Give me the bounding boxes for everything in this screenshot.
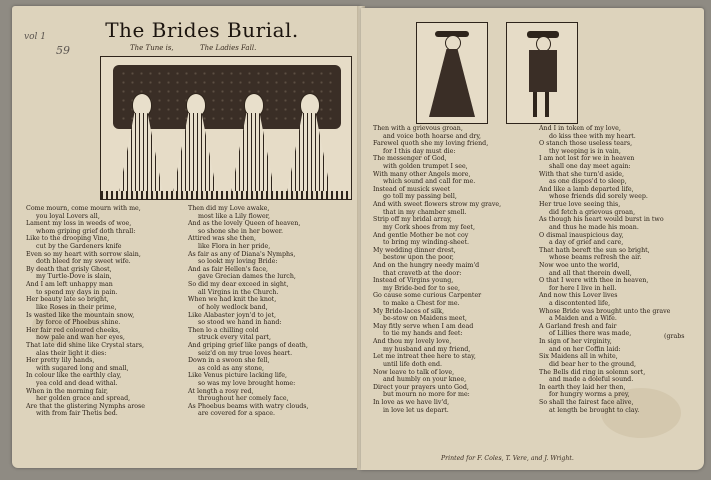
verse-line: When in the morning fair, xyxy=(26,387,109,395)
verse-line: my Cork shoes from my feet, xyxy=(383,223,475,231)
right-column-2 xyxy=(539,125,670,414)
verse-line: of Lillies there was made, xyxy=(549,330,632,338)
verse-line: and made a doleful sound. xyxy=(549,376,634,384)
verse-line: whom griping grief doth thrall: xyxy=(36,227,136,235)
verse-line: a day of grief and care, xyxy=(549,239,624,247)
verse-line: shall one day meet again: xyxy=(549,163,631,171)
verse-line: That hath bereft the sun so bright, xyxy=(539,246,650,254)
verse-line: Instead of musick sweet xyxy=(373,185,451,193)
verse-line: a Maiden and a Wife. xyxy=(549,315,617,323)
verse-line: cut by the Gardeners knife xyxy=(36,243,122,251)
verse-line: Now woe unto the world, xyxy=(539,261,620,269)
verse-line: my Bride-bed for to see, xyxy=(383,284,460,292)
verse-line: at length be brought to clay. xyxy=(549,406,640,414)
verse-line: with golden trumpet I see, xyxy=(383,163,468,171)
verse-line: as one dispos'd to sleep, xyxy=(549,178,627,186)
left-column-2 xyxy=(188,205,309,418)
verse-line: by force of Phoebus shine. xyxy=(36,319,121,327)
left-column-1 xyxy=(26,205,145,418)
verse-line: all Virgins in the Church. xyxy=(198,288,279,296)
verse-line: but mourn no more for me: xyxy=(383,391,470,399)
verse-line: Go cause some curious Carpenter xyxy=(373,292,482,300)
verse-line: whose friends did sorely weep. xyxy=(549,193,648,201)
verse-line: throughout her comely face, xyxy=(198,395,289,403)
verse-line: to bring my winding-sheet. xyxy=(383,239,469,247)
margin-note: (grabs xyxy=(664,333,685,340)
verse-line: Come mourn, come mourn with me, xyxy=(26,205,141,212)
verse-line: Then with a grievous groan, xyxy=(373,125,463,132)
verse-line: May fitly serve when I am dead xyxy=(373,322,474,330)
verse-line: Like Alabaster joyn'd to jet, xyxy=(188,311,276,319)
verse-line: And gentle Mother be not coy xyxy=(373,231,469,239)
verse-line: a discontented life, xyxy=(549,300,611,308)
verse-line: O that I were with thee in heaven, xyxy=(539,277,649,285)
right-column-1 xyxy=(373,125,501,414)
verse-line: her golden grace and spread, xyxy=(36,395,131,403)
verse-line: Her pretty lily hands, xyxy=(26,357,95,365)
verse-line: gave Grecian dames the lurch, xyxy=(198,273,296,281)
verse-line: so lookt my loving Bride: xyxy=(198,258,278,266)
verse-line: to tie my hands and feet: xyxy=(383,330,463,338)
verse-line: which sound and call for me. xyxy=(383,178,476,186)
verse-line: Are that the glistering Nymphs arose xyxy=(26,402,146,410)
verse-line: with from fair Thetis bed. xyxy=(36,410,118,418)
verse-line: That late did shine like Crystal stars, xyxy=(26,341,144,349)
verse-line: go toll my passing bell, xyxy=(383,193,457,201)
verse-line: My Bride-laces of silk, xyxy=(373,307,444,315)
verse-line: So shall the fairest face alive, xyxy=(539,398,634,406)
verse-line: As Phoebus beams with watry clouds, xyxy=(188,402,309,410)
verse-line: Lament my loss in weeds of woe, xyxy=(26,220,132,228)
verse-line: seiz'd on my true loves heart. xyxy=(198,349,293,357)
verse-line: The Bells did ring in solemn sort, xyxy=(539,368,646,376)
maiden-figure xyxy=(231,93,275,193)
verse-line: so was my love brought home: xyxy=(198,380,296,388)
verse-line: I am not lost for we in heaven xyxy=(539,155,635,163)
manuscript-note-number: 59 xyxy=(56,44,70,57)
verse-line: Attired was she then, xyxy=(188,235,257,243)
left-page xyxy=(12,6,361,468)
verse-line: Let me intreat thee here to stay, xyxy=(373,353,476,361)
verse-line: Down in a swoon she fell, xyxy=(188,357,270,365)
maiden-figure xyxy=(119,93,163,193)
printer-imprint: Printed for F. Coles, T. Vere, and J. Wright. xyxy=(441,455,574,462)
verse-line: bestow upon the poor, xyxy=(383,254,454,262)
verse-line: And now this Lover lives xyxy=(539,292,618,300)
verse-line: did bear her to the ground, xyxy=(549,360,637,368)
verse-line: did fetch a grievous groan, xyxy=(549,208,636,216)
maiden-figure xyxy=(287,93,331,193)
verse-line: yea cold and dead withal. xyxy=(36,380,118,388)
verse-line: In earth they laid her then, xyxy=(539,383,626,391)
verse-line: With many other Angels more, xyxy=(373,170,471,178)
verse-line: Direct your prayers unto God, xyxy=(373,383,469,391)
verse-line: And griping grief like pangs of death, xyxy=(188,341,308,349)
tune-label: The Tune is, xyxy=(130,44,174,52)
verse-line: struck every vital part, xyxy=(198,334,271,342)
verse-line: that in my chamber smell. xyxy=(383,208,467,216)
verse-line: Like to the drooping Vine, xyxy=(26,235,110,243)
manuscript-note-volume: vol 1 xyxy=(24,32,46,42)
maiden-figure xyxy=(173,93,217,193)
verse-line: Even so my heart with sorrow slain, xyxy=(26,250,141,258)
verse-line: and voice both hoarse and dry, xyxy=(383,132,482,140)
verse-line: thy weeping is in vain, xyxy=(549,147,621,155)
verse-line: of holy wedlock band, xyxy=(198,303,268,311)
verse-line: Is wasted like the mountain snow, xyxy=(26,311,135,319)
verse-line: do kiss thee with my heart. xyxy=(549,132,636,140)
right-page xyxy=(361,8,704,470)
verse-line: and all that therein dwell, xyxy=(549,269,632,277)
verse-line: Instead of Virgins young, xyxy=(373,277,454,285)
verse-line: until life doth end. xyxy=(383,360,442,368)
verse-line: now pale and wan her eyes, xyxy=(36,334,125,342)
verse-line: Now leave to talk of love, xyxy=(373,368,455,376)
verse-line: The messenger of God, xyxy=(373,155,447,163)
verse-line: As fair as any of Diana's Nymphs, xyxy=(188,250,296,258)
verse-line: and thus he made his moan. xyxy=(549,223,639,231)
verse-line: for hungry worms a prey, xyxy=(549,391,630,399)
verse-line: And I am left unhappy man xyxy=(26,281,113,289)
verse-line: In colour like the earthly clay, xyxy=(26,372,122,380)
verse-line: And like a lamb departed life, xyxy=(539,185,634,193)
verse-line: At length a rosy red, xyxy=(188,387,254,395)
verse-line: like Roses in their prime, xyxy=(36,303,117,311)
verse-line: Like Venus picture lacking life, xyxy=(188,372,287,380)
verse-line: as cold as any stone, xyxy=(198,364,265,372)
verse-line: with sugared long and small, xyxy=(36,364,129,372)
verse-line: alas their light it dies: xyxy=(36,349,107,357)
verse-line: When we had knit the knot, xyxy=(188,296,277,304)
verse-line: Her beauty late so bright, xyxy=(26,296,109,304)
verse-line: Then did my Love awake, xyxy=(188,205,270,212)
verse-line: And thou my lovely love, xyxy=(373,338,452,346)
ballad-title: The Brides Burial. xyxy=(105,18,299,42)
verse-line: my husband and my friend, xyxy=(383,345,471,353)
verse-line: Whose Bride was brought unto the grave xyxy=(539,307,671,315)
verse-line: And on the hungry needy maim'd xyxy=(373,261,480,269)
verse-line: whose beams refresh the air. xyxy=(549,254,642,262)
verse-line: Farewel quoth she my loving friend, xyxy=(373,140,489,148)
verse-line: And as the lovely Queen of heaven, xyxy=(188,220,301,228)
verse-line: that cravetb at the door: xyxy=(383,269,462,277)
verse-line: And with sweet flowers strow my grave, xyxy=(373,201,502,209)
verse-line: Her true love seeing this, xyxy=(539,201,621,209)
woman-woodcut xyxy=(416,22,488,124)
tune-name: The Ladies Fall. xyxy=(200,44,257,52)
man-woodcut xyxy=(506,22,578,124)
verse-line: So did my dear exceed in sight, xyxy=(188,281,289,289)
verse-line: are covered for a space. xyxy=(198,410,276,418)
verse-line: My wedding dinner drest, xyxy=(373,246,456,254)
verse-line: And as fair Hellen's face, xyxy=(188,265,269,273)
verse-line: O stanch those useless tears, xyxy=(539,140,633,148)
verse-line: you loyal Lovers all, xyxy=(36,212,100,220)
verse-line: like Flora in her pride, xyxy=(198,243,271,251)
verse-line: Then lo a chilling cold xyxy=(188,326,259,334)
verse-line: With that she turn'd aside, xyxy=(539,170,625,178)
verse-line: be-stow on Maidens meet, xyxy=(383,315,467,323)
verse-line: As though his heart would burst in two xyxy=(539,216,664,224)
verse-line: so stood we hand in hand: xyxy=(198,319,282,327)
funeral-woodcut xyxy=(100,56,352,200)
verse-line: to make a Chest for me. xyxy=(383,300,460,308)
verse-line: and on her Coffin laid: xyxy=(549,345,621,353)
verse-line: for here I live in hell. xyxy=(549,284,617,292)
verse-line: In love as we have liv'd, xyxy=(373,398,450,406)
verse-line: Six Maidens all in white, xyxy=(539,353,618,361)
verse-line: O dismal inauspicious day, xyxy=(539,231,624,239)
verse-line: Her fair red coloured cheeks, xyxy=(26,326,121,334)
verse-line: in love let us depart. xyxy=(383,406,449,414)
verse-line: for I this day must die: xyxy=(383,147,456,155)
verse-line: doth bleed for my sweet wife. xyxy=(36,258,131,266)
verse-line: and humbly on your knee, xyxy=(383,376,467,384)
verse-line: to spend my days in pain. xyxy=(36,288,118,296)
verse-line: In sign of her virginity, xyxy=(539,338,612,346)
verse-line: By death that grisly Ghost, xyxy=(26,265,112,273)
verse-line: Strip off my bridal array, xyxy=(373,216,452,224)
verse-line: so shone she in her bower. xyxy=(198,227,284,235)
woodcut-ground xyxy=(101,191,351,199)
verse-line: most like a Lily flower, xyxy=(198,212,271,220)
verse-line: And I in token of my love, xyxy=(539,125,621,132)
verse-line: A Garland fresh and fair xyxy=(539,322,617,330)
verse-line: my Turtle-Dove is slain, xyxy=(36,273,112,281)
